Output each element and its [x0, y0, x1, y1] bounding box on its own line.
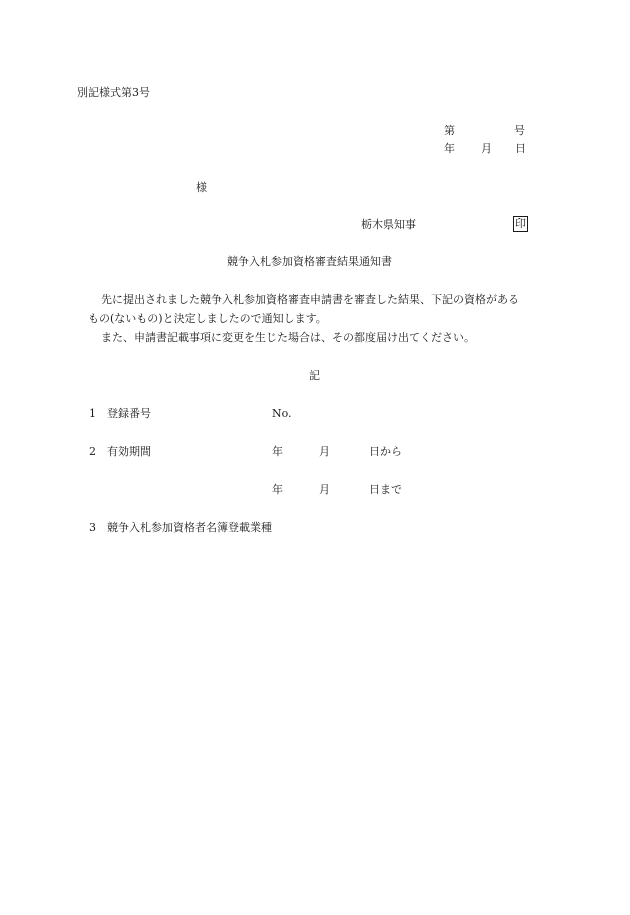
item3-number: 3	[89, 521, 96, 534]
issuer-name: 栃木県知事	[361, 218, 416, 231]
ki-heading: 記	[309, 369, 320, 382]
item1-value: No.	[272, 407, 292, 420]
item2-from-year: 年	[272, 445, 283, 458]
addressee-suffix: 様	[196, 181, 207, 194]
seal-mark	[513, 216, 528, 232]
item1-number: 1	[89, 407, 96, 420]
body-paragraph2-line1: また、申請書記載事項に変更を生じた場合は、その都度届け出てください。	[101, 331, 475, 344]
body-paragraph1-line2: もの(ないもの)と決定しましたので通知します。	[88, 312, 327, 325]
item2-to-day: 日まで	[369, 483, 402, 496]
date-month: 月	[481, 142, 492, 155]
body-paragraph1-line1: 先に提出されました競争入札参加資格審査申請書を審査した結果、下記の資格がある	[101, 293, 519, 306]
item2-from-month: 月	[319, 445, 330, 458]
date-day: 日	[515, 142, 526, 155]
form-label: 別記様式第3号	[77, 86, 150, 99]
item2-to-year: 年	[272, 483, 283, 496]
item2-from-day: 日から	[369, 445, 402, 458]
item2-number: 2	[89, 445, 96, 458]
date-year: 年	[444, 142, 455, 155]
document-title: 競争入札参加資格審査結果通知書	[227, 255, 392, 268]
number-dai: 第	[444, 124, 455, 137]
item2-to-month: 月	[319, 483, 330, 496]
seal-stamp: 印	[515, 217, 526, 230]
number-go: 号	[514, 124, 525, 137]
item2-label: 有効期間	[107, 445, 151, 458]
item1-label: 登録番号	[107, 407, 151, 420]
item3-label: 競争入札参加資格者名簿登載業種	[107, 521, 272, 534]
